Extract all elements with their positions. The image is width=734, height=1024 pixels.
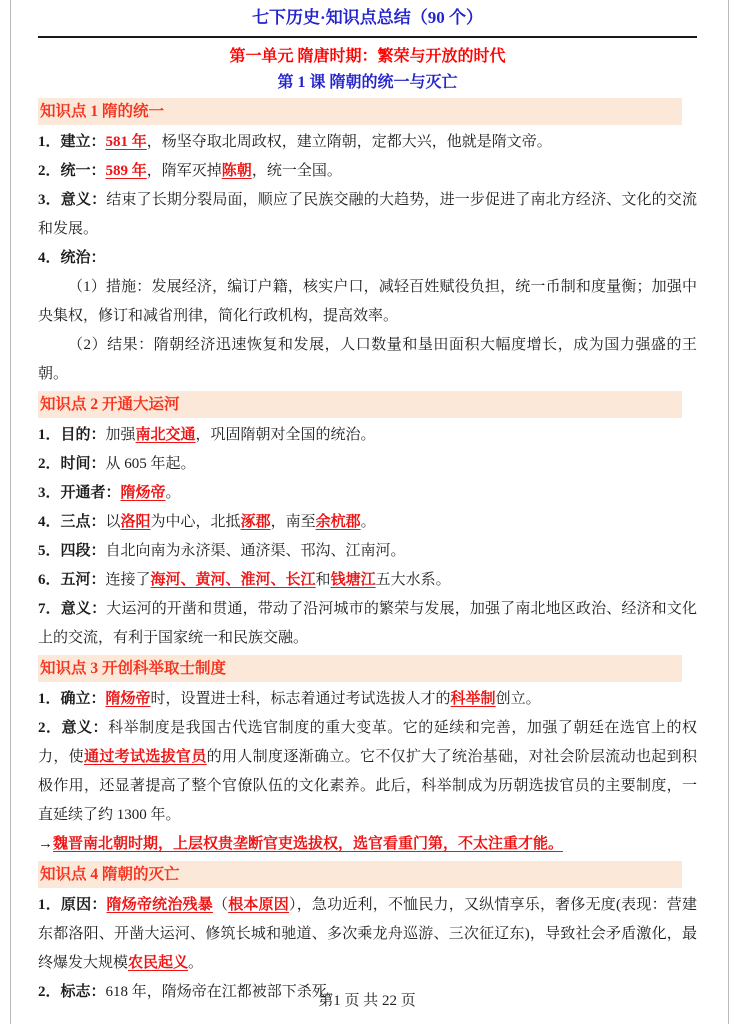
text-segment: 。 bbox=[188, 955, 204, 971]
text-segment: 1．原因： bbox=[38, 897, 107, 913]
text-segment: 五大水系。 bbox=[375, 572, 451, 588]
paragraph bbox=[38, 273, 697, 331]
text-segment: ，南至 bbox=[270, 514, 316, 530]
section-header: 知识点 3 开创科举取士制度 bbox=[38, 655, 682, 682]
text-segment: 2．意义： bbox=[38, 720, 109, 736]
text-segment: （2）结果：隋朝经济迅速恢复和发展，人口数量和垦田面积大幅度增长，成为国力强盛的王朝。 bbox=[38, 337, 697, 382]
highlighted-term: 涿郡 bbox=[240, 514, 271, 530]
text-segment: 连接了 bbox=[105, 572, 151, 588]
text-segment: 的用人制度逐渐确立。它不仅扩大了统治基础，对社会阶层流动也起到积极作用，还显著提高了整个官僚队伍的文化素养。此后，科举制成为历朝选拔官员的主要制度，一直延续了约 1300 年。 bbox=[38, 749, 697, 823]
text-segment: 7．意义： bbox=[38, 601, 107, 617]
paragraph bbox=[38, 421, 697, 450]
text-segment: 6．五河： bbox=[38, 572, 106, 588]
paragraph bbox=[38, 157, 697, 186]
highlighted-term: 隋炀帝 bbox=[120, 485, 166, 501]
highlighted-term: 海河、黄河、淮河、长江 bbox=[150, 572, 316, 588]
text-segment: 4．统治： bbox=[38, 250, 106, 266]
text-segment: 1．建立： bbox=[38, 134, 106, 150]
document-title: 七下历史·知识点总结（90 个） bbox=[252, 8, 483, 27]
paragraph bbox=[38, 186, 697, 244]
paragraph bbox=[38, 891, 697, 978]
text-segment: 3．意义： bbox=[38, 192, 107, 208]
text-segment: 618 年，隋炀帝在江都被部下杀死。 bbox=[105, 984, 342, 1000]
highlighted-term: 581 年 bbox=[105, 134, 147, 150]
paragraph bbox=[38, 331, 697, 389]
highlighted-term: 隋炀帝 bbox=[105, 691, 151, 707]
highlighted-term: 根本原因 bbox=[228, 897, 290, 913]
text-segment: 创立。 bbox=[495, 691, 541, 707]
text-segment: 大运河的开凿和贯通，带动了沿河城市的繁荣与发展，加强了南北地区政治、经济和文化上的交流，有利于国家统一和民族交融。 bbox=[38, 601, 697, 646]
lesson-title: 第 1 课 隋朝的统一与灭亡 bbox=[277, 74, 458, 91]
text-segment: 。 bbox=[165, 485, 181, 501]
text-segment: （1）措施：发展经济，编订户籍，核实户口，减轻百姓赋役负担，统一币制和度量衡；加强中央集权，修订和减省刑律，简化行政机构，提高效率。 bbox=[38, 279, 697, 324]
paragraph bbox=[38, 244, 697, 273]
text-segment: 科举制度是我国古代选官制度的重大变革。它的延续和完善，加强了朝廷在选官上的权力，使 bbox=[38, 720, 697, 765]
highlighted-term: 科举制 bbox=[450, 691, 496, 707]
paragraph bbox=[38, 830, 697, 859]
paragraph bbox=[38, 566, 697, 595]
highlighted-term: 隋炀帝统治残暴 bbox=[106, 897, 213, 913]
section-header: 知识点 4 隋朝的灭亡 bbox=[38, 861, 682, 888]
paragraph bbox=[38, 508, 697, 537]
text-segment: 5．四段： bbox=[38, 543, 106, 559]
highlighted-term: 余杭郡 bbox=[315, 514, 361, 530]
paragraph bbox=[38, 128, 697, 157]
text-segment: ，统一全国。 bbox=[251, 163, 342, 179]
text-segment: 时，设置进士科，标志着通过考试选拔人才的 bbox=[150, 691, 451, 707]
text-segment: （ bbox=[212, 897, 229, 913]
text-segment: 3．开通者： bbox=[38, 485, 121, 501]
highlighted-term: 589 年 bbox=[105, 163, 147, 179]
highlighted-term: 陈朝 bbox=[221, 163, 252, 179]
text-segment: ，杨坚夺取北周政权，建立隋朝，定都大兴，他就是隋文帝。 bbox=[146, 134, 552, 150]
text-segment: 结束了长期分裂局面，顺应了民族交融的大趋势，进一步促进了南北方经济、文化的交流和发展。 bbox=[38, 192, 697, 237]
text-segment: 2．时间： bbox=[38, 456, 106, 472]
highlighted-term: 魏晋南北朝时期，上层权贵垄断官吏选拔权，选官看重门第，不太注重才能。 bbox=[53, 836, 564, 852]
doc-body bbox=[38, 98, 697, 1007]
paragraph bbox=[38, 479, 697, 508]
text-segment: 。 bbox=[360, 514, 376, 530]
text-segment: 1．目的： bbox=[38, 427, 106, 443]
text-segment: ，隋军灭掉 bbox=[146, 163, 222, 179]
text-segment: 加强 bbox=[105, 427, 136, 443]
title-divider bbox=[38, 36, 697, 38]
text-segment: 从 605 年起。 bbox=[105, 456, 196, 472]
unit-title: 第一单元 隋唐时期：繁荣与开放的时代 bbox=[229, 48, 506, 65]
text-segment: 以 bbox=[105, 514, 121, 530]
text-segment: 为中心，北抵 bbox=[150, 514, 241, 530]
highlighted-term: 南北交通 bbox=[135, 427, 196, 443]
paragraph bbox=[38, 595, 697, 653]
highlighted-term: 通过考试选拔官员 bbox=[84, 749, 207, 765]
text-segment: 1．确立： bbox=[38, 691, 106, 707]
text-segment: 4．三点： bbox=[38, 514, 106, 530]
text-segment: 2．标志： bbox=[38, 984, 106, 1000]
page-content bbox=[38, 6, 697, 1007]
page-number: 第1 页 共 22 页 bbox=[318, 993, 416, 1009]
text-segment: 2．统一： bbox=[38, 163, 106, 179]
paragraph bbox=[38, 714, 697, 830]
text-segment: → bbox=[38, 836, 53, 852]
highlighted-term: 洛阳 bbox=[120, 514, 151, 530]
text-segment: 和 bbox=[315, 572, 331, 588]
text-segment: ，巩固隋朝对全国的统治。 bbox=[195, 427, 376, 443]
highlighted-term: 农民起义 bbox=[128, 955, 189, 971]
highlighted-term: 钱塘江 bbox=[330, 572, 376, 588]
paragraph bbox=[38, 450, 697, 479]
paragraph bbox=[38, 537, 697, 566]
paragraph bbox=[38, 685, 697, 714]
text-segment: 自北向南为永济渠、通济渠、邗沟、江南河。 bbox=[105, 543, 406, 559]
text-segment: ），急功近利，不恤民力，又纵情享乐，奢侈无度(表现：营建东都洛阳、开凿大运河、修筑长城和驰道、多次乘龙舟巡游、三次征辽东)，导致社会矛盾激化，最终爆发大规模 bbox=[38, 897, 697, 971]
section-header: 知识点 2 开通大运河 bbox=[38, 391, 682, 418]
section-header: 知识点 1 隋的统一 bbox=[38, 98, 682, 125]
